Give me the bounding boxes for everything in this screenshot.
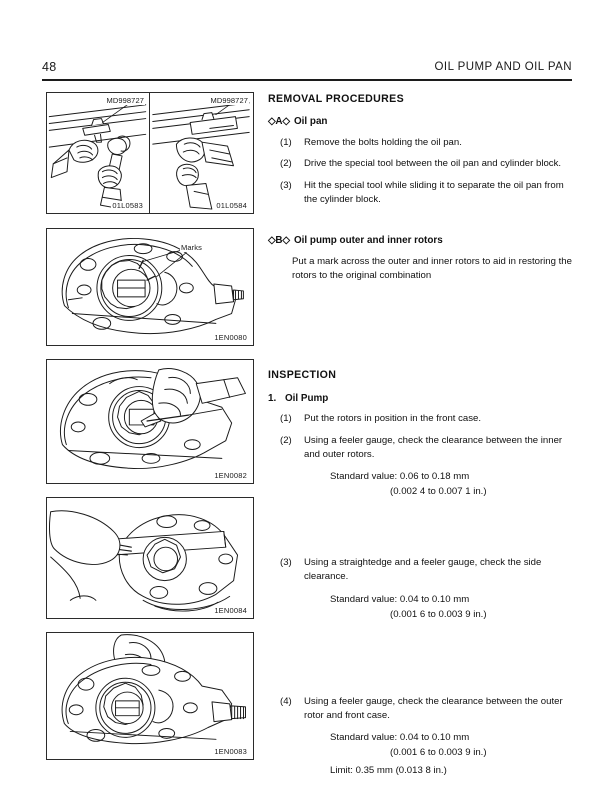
figure-code-1en0083: 1EN0083 [214,747,247,756]
subheading-oil-pan-label: Oil pan [294,116,328,128]
inspection-step-3 [268,556,574,585]
illustration-straightedge-side-clearance [47,498,253,618]
inspection-step-4-text: Using a feeler gauge, check the clearance between the outer rotor and front case. [304,695,563,721]
inspection-step-2-standard-value: Standard value: 0.06 to 0.18 mm [330,471,470,483]
removal-step-2-text: Drive the special tool between the oil pan and cylinder block. [304,158,562,170]
inspection-step-2-standard-value-inch: (0.002 4 to 0.007 1 in.) [390,486,487,498]
inspection-step-3-specs [268,593,574,623]
subheading-oil-pump-rotors [268,234,574,248]
inspection-step-4-number: (4) [280,695,292,707]
spacer-before-inspection [268,290,574,368]
figure-code-01l0583: 01L0583 [112,201,143,210]
inspection-step-3-standard-value-inch: (0.001 6 to 0.003 9 in.) [390,608,487,620]
inspection-step-2-number: (2) [280,434,292,446]
subheading-oil-pump-rotors-label: Oil pump outer and inner rotors [294,235,443,247]
removal-step-2 [268,157,574,171]
inspection-step-1-number: (1) [280,413,292,425]
figure-rotor-seating [46,359,254,484]
removal-section-b-body: Put a mark across the outer and inner rotors to aid in restoring the rotors to the original combination [292,255,572,282]
removal-step-3 [268,179,574,208]
figure-panel-right [150,93,253,213]
figure-code-1en0084: 1EN0084 [214,606,247,615]
tool-label-md998727-left: MD998727 [106,96,144,105]
illustration-hammer-tool-left [47,93,149,213]
inspection-step-2-specs [268,470,574,500]
page-title: OIL PUMP AND OIL PAN [434,61,572,73]
inspection-item-number: 1. [268,392,277,404]
inspection-step-1 [268,412,574,426]
page-number: 48 [42,60,57,74]
removal-step-1 [268,136,574,150]
removal-step-3-text: Hit the special tool while sliding it to separate the oil pan from the cylinder block. [304,179,564,205]
inspection-step-3-number: (3) [280,557,292,569]
figure-panel-left [47,93,150,213]
inspection-step-4-standard-value: Standard value: 0.04 to 0.10 mm [330,732,470,744]
figure-code-01l0584: 01L0584 [216,201,247,210]
inspection-step-4 [268,695,574,724]
figure-code-1en0080: 1EN0080 [214,333,247,342]
header-divider [42,79,572,81]
inspection-step-3-standard-value: Standard value: 0.04 to 0.10 mm [330,593,470,605]
subheading-oil-pan [268,115,574,129]
spacer-before-step-3 [268,510,574,556]
inspection-step-1-text: Put the rotors in position in the front case. [304,413,482,425]
page-header [42,60,572,82]
figure-outer-rotor-clearance [46,632,254,760]
illustration-rotor-feeler-gauge [47,360,253,483]
figure-rotor-marks [46,228,254,346]
removal-step-1-text: Remove the bolts holding the oil pan. [304,136,462,148]
inspection-step-2-text: Using a feeler gauge, check the clearance between the inner and outer rotors. [304,434,563,460]
figure-column [46,92,254,760]
subheading-oil-pump-label: Oil Pump [285,392,329,404]
inspection-step-4-specs [268,731,574,779]
figure-oil-pan-removal [46,92,254,214]
spacer-before-section-b [268,214,574,234]
illustration-sliding-tool-right [150,93,253,213]
inspection-step-2 [268,434,574,463]
section-marker-b: ◇B◇ [268,235,290,247]
subheading-oil-pump [268,392,574,406]
inspection-step-4-standard-value-inch: (0.001 6 to 0.003 9 in.) [390,747,487,759]
removal-step-1-number: (1) [280,136,292,148]
inspection-step-4-limit: Limit: 0.35 mm (0.013 8 in.) [330,765,447,777]
figure-code-1en0082: 1EN0082 [214,471,247,480]
heading-inspection: INSPECTION [268,369,337,382]
heading-removal-procedures: REMOVAL PROCEDURES [268,93,404,105]
removal-step-2-number: (2) [280,158,292,170]
illustration-outer-rotor-front-case [47,633,253,759]
callout-marks: Marks [181,243,202,252]
removal-step-3-number: (3) [280,179,292,191]
text-column [268,92,574,789]
inspection-step-3-text: Using a straightedge and a feeler gauge, check the side clearance. [304,557,542,583]
illustration-oil-pump-rotor-marks [47,229,253,345]
section-marker-a: ◇A◇ [268,116,290,128]
tool-label-md998727-right: MD998727 [210,96,248,105]
figure-side-clearance [46,497,254,619]
spacer-before-step-4 [268,633,574,695]
